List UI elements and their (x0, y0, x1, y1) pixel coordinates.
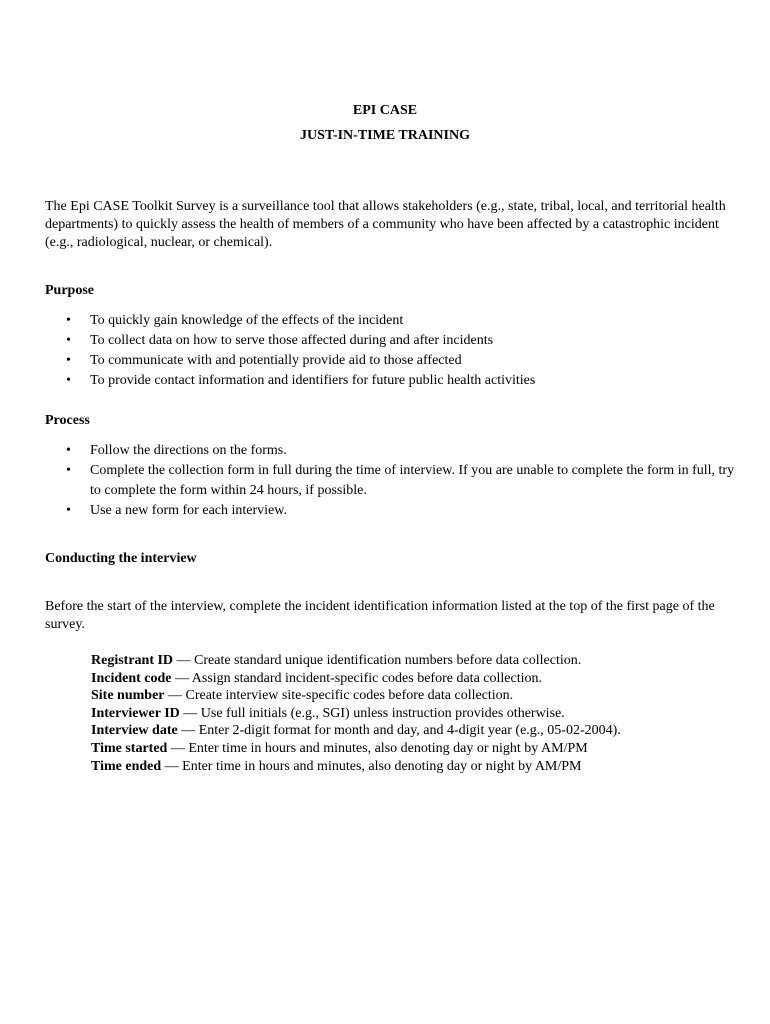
field-definition (91, 687, 751, 705)
field-definition (91, 758, 751, 776)
list-item (45, 441, 735, 461)
list-item-text: Complete the collection form in full during the time of interview. If you are unable to complete the form in full, try to complete the form within 24 hours, if possible. (90, 463, 735, 498)
field-definition (91, 740, 751, 758)
bullet-icon: • (66, 313, 71, 328)
list-item (45, 351, 735, 371)
field-definition (91, 705, 751, 723)
list-item (45, 371, 735, 391)
field-definition (91, 670, 751, 688)
list-item-text: Use a new form for each interview. (90, 503, 287, 518)
purpose-list (45, 311, 735, 391)
bullet-icon: • (66, 443, 71, 458)
intro-paragraph: The Epi CASE Toolkit Survey is a surveillance tool that allows stakeholders (e.g., state, tribal, local, and territorial health departments) to quickly assess the health of members of a community who have been affected by a catastrophic incident (e.g., radiological, nuclear, or chemical). (45, 199, 726, 250)
field-term: Incident code (91, 670, 172, 686)
field-definitions-list (91, 652, 751, 775)
list-item (45, 501, 735, 521)
bullet-icon: • (66, 463, 71, 478)
field-term: Interview date (91, 723, 178, 739)
list-item (45, 311, 735, 331)
document-title: EPI CASE (352, 103, 418, 118)
field-description: — Enter time in hours and minutes, also denoting day or night by AM/PM (161, 758, 582, 774)
field-term: Interviewer ID (91, 705, 180, 721)
field-term: Site number (91, 688, 165, 704)
field-description: — Create interview site-specific codes before data collection. (164, 688, 514, 704)
field-term: Registrant ID (91, 653, 174, 668)
field-description: — Use full initials (e.g., SGI) unless instruction provides otherwise. (179, 705, 565, 721)
list-item (45, 461, 735, 501)
field-description: — Assign standard incident-specific codes before data collection. (171, 670, 542, 686)
bullet-icon: • (66, 333, 71, 348)
list-item-text: To provide contact information and identifiers for future public health activities (90, 373, 536, 388)
field-description: — Create standard unique identification numbers before data collection. (173, 653, 582, 668)
field-term: Time ended (91, 758, 162, 774)
bullet-icon: • (66, 503, 71, 518)
purpose-heading: Purpose (45, 283, 94, 298)
conducting-intro-paragraph: Before the start of the interview, complete the incident identification information listed at the top of the first page of the survey. (45, 599, 715, 632)
bullet-icon: • (66, 353, 71, 368)
process-list (45, 441, 735, 521)
field-definition (91, 652, 751, 670)
field-description: — Enter time in hours and minutes, also denoting day or night by AM/PM (167, 740, 588, 756)
field-description: — Enter 2-digit format for month and day, and 4-digit year (e.g., 05-02-2004). (177, 723, 621, 739)
conducting-heading: Conducting the interview (45, 551, 197, 566)
list-item-text: To communicate with and potentially provide aid to those affected (90, 353, 462, 368)
process-heading: Process (45, 413, 90, 428)
document-subtitle: JUST-IN-TIME TRAINING (300, 128, 470, 143)
field-definition (91, 722, 751, 740)
list-item-text: To collect data on how to serve those affected during and after incidents (90, 333, 494, 348)
list-item-text: To quickly gain knowledge of the effects of the incident (90, 313, 404, 328)
list-item-text: Follow the directions on the forms. (90, 443, 287, 458)
bullet-icon: • (66, 373, 71, 388)
list-item (45, 331, 735, 351)
field-term: Time started (91, 740, 168, 756)
